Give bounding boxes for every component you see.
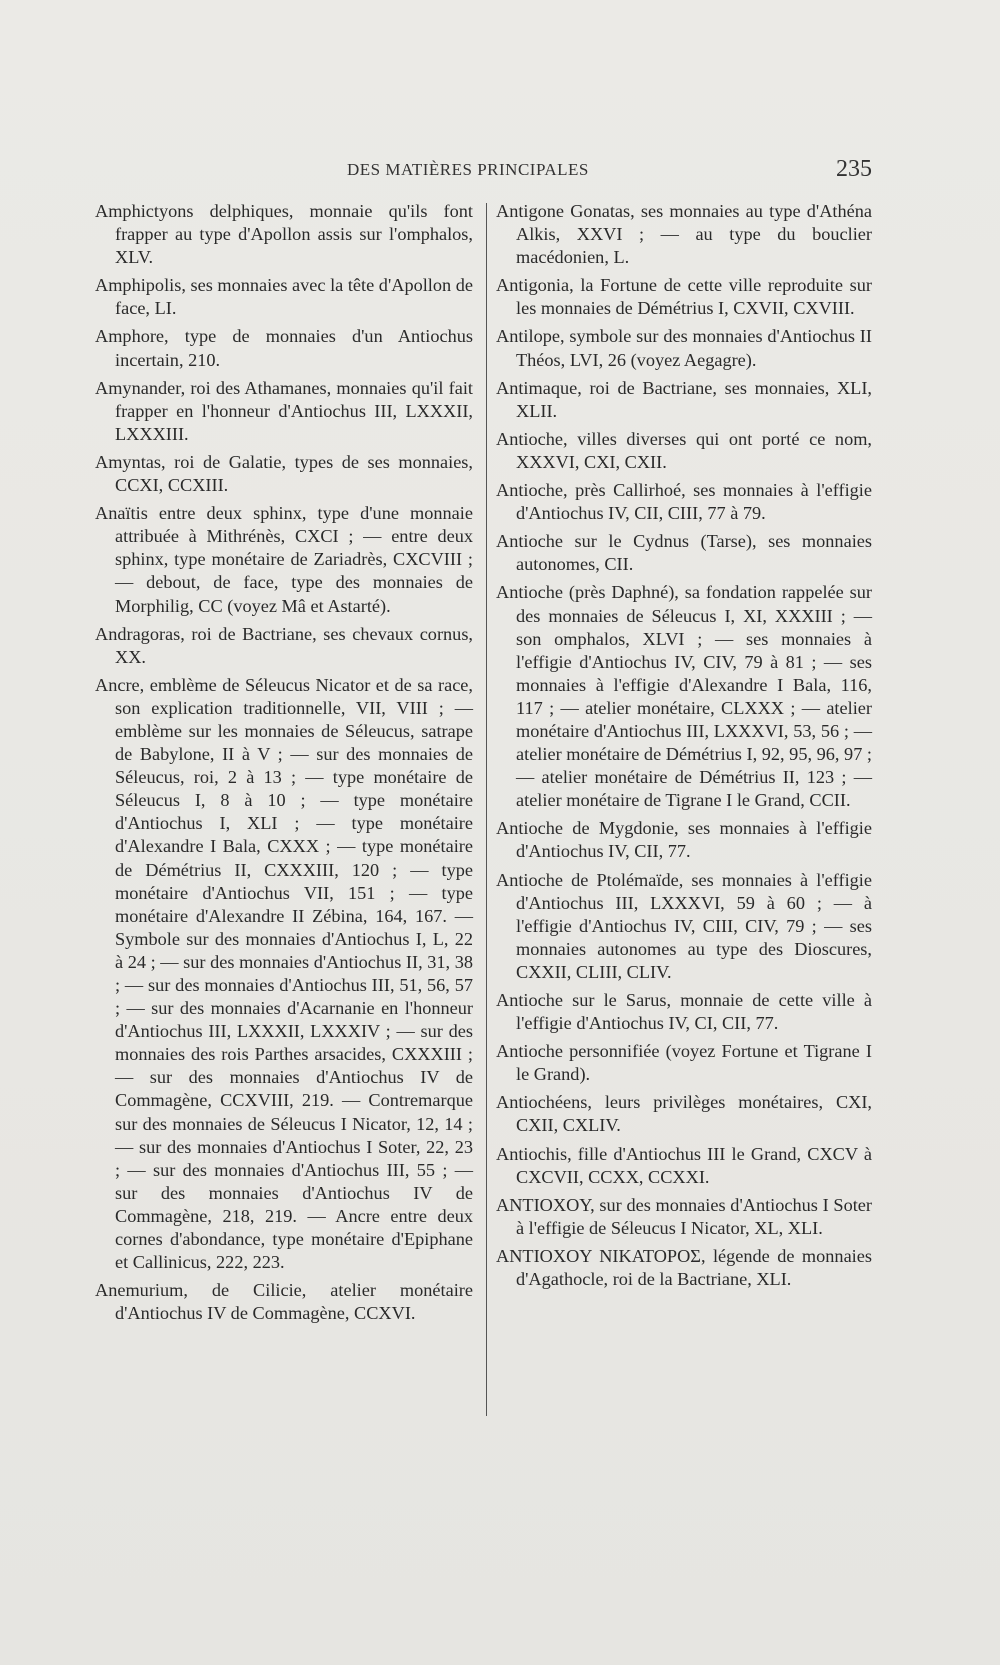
index-entry: Antigone Gonatas, ses monnaies au type d'Athéna Alkis, XXVI ; — au type du bouclier macédonien, L. bbox=[496, 201, 872, 268]
index-entry: Amphore, type de monnaies d'un Antiochus incertain, 210. bbox=[95, 326, 473, 370]
index-entry: Antioche, villes diverses qui ont porté ce nom, XXXVI, CXI, CXII. bbox=[496, 428, 872, 472]
index-entry: Amphipolis, ses monnaies avec la tête d'Apollon de face, LI. bbox=[95, 275, 473, 319]
index-entry: Antimaque, roi de Bactriane, ses monnaies, XLI, XLII. bbox=[496, 377, 872, 421]
index-entry: Andragoras, roi de Bactriane, ses chevaux cornus, XX. bbox=[95, 623, 473, 667]
index-entry: Amphictyons delphiques, monnaie qu'ils font frapper au type d'Apollon assis sur l'omphalos, XLV. bbox=[95, 201, 473, 268]
column-divider bbox=[486, 203, 487, 1416]
index-entry: ANTIOXOY NIKATOPOΣ, légende de monnaies d'Agathocle, roi de la Bactriane, XLI. bbox=[496, 1245, 872, 1290]
index-entry: Antioche, près Callirhoé, ses monnaies à l'effigie d'Antiochus IV, CII, CIII, 77 à 79. bbox=[496, 480, 872, 524]
index-column-left bbox=[95, 200, 473, 1330]
index-column-right bbox=[496, 200, 872, 1296]
index-entry: Anaïtis entre deux sphinx, type d'une monnaie attribuée à Mithrénès, CXCI ; — entre deux sphinx, type monétaire de Zariadrès, CXCVIII ; — debout, de face, type des monnaies de Morphilig, CC (voyez Mâ et Astarté). bbox=[95, 503, 473, 616]
index-entry: Anemurium, de Cilicie, atelier monétaire d'Antiochus IV de Commagène, CCXVI. bbox=[95, 1280, 473, 1324]
index-entry: Antioche sur le Sarus, monnaie de cette ville à l'effigie d'Antiochus IV, CI, CII, 77. bbox=[496, 990, 872, 1034]
index-entry: Ancre, emblème de Séleucus Nicator et de sa race, son explication traditionnelle, VII, VIII ; — emblème sur les monnaies de Séleucus, satrape de Babylone, II à V ; — sur des monnaies de Séleucus, roi, 2 à 13 ; — type monétaire de Séleucus I, 8 à 10 ; — type monétaire d'Antiochus I, XLI ; — type monétaire d'Alexandre I Bala, CXXX ; — type monétaire de Démétrius II, CXXXIII, 120 ; — type monétaire d'Antiochus VII, 151 ; — type monétaire d'Alexandre II Zébina, 164, 167. — Symbole sur des monnaies d'Antiochus I, L, 22 à 24 ; — sur des monnaies d'Antiochus II, 31, 38 ; — sur des monnaies d'Antiochus III, 51, 56, 57 ; — sur des monnaies d'Acarnanie en l'honneur d'Antiochus III, LXXXII, LXXXIV ; — sur des monnaies des rois Parthes arsacides, CXXXIII ; — sur des monnaies d'Antiochus IV de Commagène, CCXVIII, 219. — Contremarque sur des monnaies de Séleucus I Nicator, 12, 14 ; — sur des monnaies d'Antiochus I Soter, 22, 23 ; — sur des monnaies d'Antiochus III, 55 ; — sur des monnaies d'Antiochus IV de Commagène, 218, 219. — Ancre entre deux cornes d'abondance, type monétaire d'Epiphane et Callinicus, 222, 223. bbox=[95, 674, 473, 1273]
index-entry: Antiochéens, leurs privilèges monétaires, CXI, CXII, CXLIV. bbox=[496, 1092, 872, 1136]
page-header bbox=[92, 156, 872, 186]
index-entry: Antilope, symbole sur des monnaies d'Antiochus II Théos, LVI, 26 (voyez Aegagre). bbox=[496, 326, 872, 370]
index-entry: Antioche personnifiée (voyez Fortune et Tigrane I le Grand). bbox=[496, 1041, 872, 1085]
index-entry: Amyntas, roi de Galatie, types de ses monnaies, CCXI, CCXIII. bbox=[95, 451, 473, 496]
index-entry: Antigonia, la Fortune de cette ville reproduite sur les monnaies de Démétrius I, CXVII, CXVIII. bbox=[496, 275, 872, 319]
index-entry: Antioche (près Daphné), sa fondation rappelée sur des monnaies de Séleucus I, XI, XXXIII ; — son omphalos, XLVI ; — ses monnaies à l'effigie d'Antiochus IV, CIV, 79 à 81 ; — ses monnaies à l'effigie d'Alexandre I Bala, 116, 117 ; — atelier monétaire, CLXXX ; — atelier monétaire d'Antiochus III, LXXXVI, 53, 56 ; — atelier monétaire de Démétrius I, 92, 95, 96, 97 ; — atelier monétaire de Démétrius II, 123 ; — atelier monétaire de Tigrane I le Grand, CCII. bbox=[496, 582, 872, 811]
index-entry: Amynander, roi des Athamanes, monnaies qu'il fait frapper en l'honneur d'Antiochus III, LXXXII, LXXXIII. bbox=[95, 377, 473, 444]
index-entry: Antioche sur le Cydnus (Tarse), ses monnaies autonomes, CII. bbox=[496, 531, 872, 575]
page-number: 235 bbox=[836, 156, 872, 182]
index-entry: Antiochis, fille d'Antiochus III le Grand, CXCV à CXCVII, CCXX, CCXXI. bbox=[496, 1143, 872, 1187]
index-entry: Antioche de Ptolémaïde, ses monnaies à l'effigie d'Antiochus III, LXXXVI, 59 à 60 ; — à l'effigie d'Antiochus IV, CIII, CIV, 79 ; — ses monnaies autonomes au type des Dioscures, CXXII, CLIII, CLIV. bbox=[496, 869, 872, 982]
running-head: DES MATIÈRES PRINCIPALES bbox=[347, 160, 589, 179]
index-entry: Antioche de Mygdonie, ses monnaies à l'effigie d'Antiochus IV, CII, 77. bbox=[496, 818, 872, 862]
index-entry: ANTIOXOY, sur des monnaies d'Antiochus I Soter à l'effigie de Séleucus I Nicator, XL, XLI. bbox=[496, 1194, 872, 1238]
